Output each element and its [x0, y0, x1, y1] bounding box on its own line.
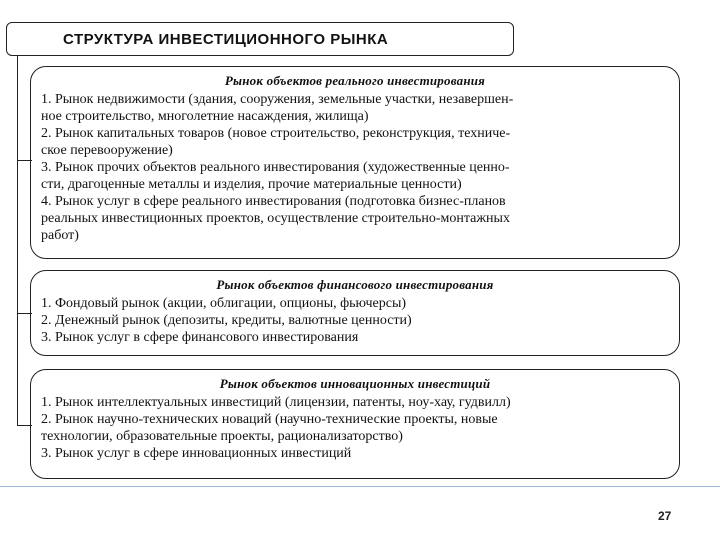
footer-divider	[0, 486, 720, 487]
group-heading: Рынок объектов инновационных инвестиций	[219, 376, 491, 391]
group-item: реальных инвестиционных проектов, осуществление строительно-монтажных	[41, 211, 510, 226]
group-item: ное строительство, многолетние насаждения, жилища)	[41, 109, 369, 124]
page-number: 27	[658, 509, 672, 523]
group-financial-investment	[30, 270, 680, 356]
diagram-title: СТРУКТУРА ИНВЕСТИЦИОННОГО РЫНКА	[6, 22, 514, 56]
group-item: 4. Рынок услуг в сфере реального инвестирования (подготовка бизнес-планов	[41, 194, 506, 209]
group-heading: Рынок объектов финансового инвестирования	[216, 277, 494, 292]
group-real-investment	[30, 66, 680, 259]
group-innovation-investment	[30, 369, 680, 479]
group-item: технологии, образовательные проекты, рационализаторство)	[41, 429, 403, 444]
group-item: сти, драгоценные металлы и изделия, прочие материальные ценности)	[41, 177, 462, 192]
connector-spine	[17, 56, 18, 426]
group-item: 1. Фондовый рынок (акции, облигации, опционы, фьючерсы)	[41, 296, 407, 311]
group-item: работ)	[41, 228, 79, 243]
group-item: 1. Рынок недвижимости (здания, сооружения, земельные участки, незавершен-	[41, 92, 514, 107]
group-item: 1. Рынок интеллектуальных инвестиций (лицензии, патенты, ноу-хау, гудвилл)	[41, 395, 511, 410]
group-item: ское перевооружение)	[41, 143, 173, 158]
group-item: 2. Рынок капитальных товаров (новое строительство, реконструкция, техниче-	[41, 126, 511, 141]
group-item: 3. Рынок услуг в сфере финансового инвестирования	[41, 330, 359, 345]
group-heading: Рынок объектов реального инвестирования	[224, 73, 486, 88]
group-item: 2. Рынок научно-технических новаций (научно-технические проекты, новые	[41, 412, 498, 427]
group-item: 3. Рынок прочих объектов реального инвестирования (художественные ценно-	[41, 160, 510, 175]
group-item: 2. Денежный рынок (депозиты, кредиты, валютные ценности)	[41, 313, 412, 328]
group-item: 3. Рынок услуг в сфере инновационных инвестиций	[41, 446, 352, 461]
